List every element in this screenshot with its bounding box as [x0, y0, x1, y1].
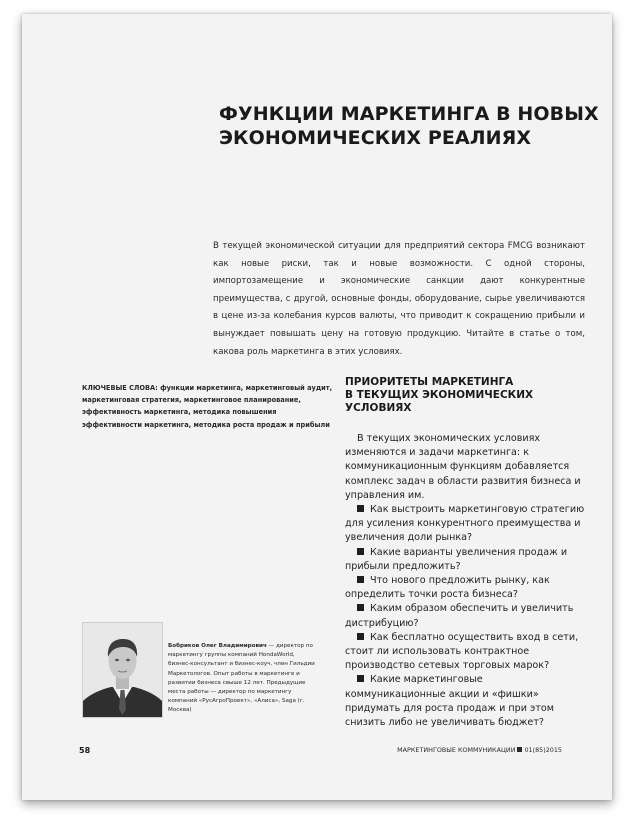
article-title — [219, 102, 599, 150]
square-bullet-icon — [357, 548, 364, 555]
article-lead: В текущей экономической ситуации для предприятий сектора FMCG возникают как новые риски, так и новые возможности. С одной стороны, импортозамещение и экономические санкции дают конкурентные преимущества, с другой, основные фонды, оборудование, сырье увеличиваются в цене из-за колебания курсов валюты, что приводит к сокращению прибыли и вынуждает повышать цену на готовую продукцию. Читайте в статье о том, какова роль маркетинга в этих условиях. — [213, 241, 585, 357]
square-bullet-icon — [357, 633, 364, 640]
question-item — [345, 673, 585, 730]
question-item — [345, 631, 585, 674]
square-bullet-icon — [357, 505, 364, 512]
section-body — [345, 432, 585, 730]
article-title-line-1: ФУНКЦИИ МАРКЕТИНГА В НОВЫХ — [219, 103, 599, 125]
author-bio — [168, 642, 318, 716]
question-item — [345, 546, 585, 574]
journal-issue: 01(85)2015 — [524, 746, 562, 754]
author-name: Бобриков Олег Владимирович — [168, 643, 267, 649]
square-bullet-icon — [357, 576, 364, 583]
section-intro: В текущих экономических условиях изменяются и задачи маркетинга: к коммуникационным функциям добавляется комплекс задач в области развития бизнеса и управления им. — [345, 433, 581, 501]
section-heading-line-2: В ТЕКУЩИХ ЭКОНОМИЧЕСКИХ — [345, 389, 534, 401]
journal-name: МАРКЕТИНГОВЫЕ КОММУНИКАЦИИ — [397, 746, 516, 754]
author-portrait-icon — [83, 623, 162, 717]
question-item — [345, 602, 585, 630]
journal-footer — [397, 746, 562, 754]
question-text: Как выстроить маркетинговую стратегию для усиления конкурентного преимущества и увеличения доли рынка? — [345, 504, 585, 544]
question-item — [345, 503, 585, 546]
square-bullet-icon — [357, 675, 364, 682]
question-text: Что нового предложить рынку, как определить точки роста бизнеса? — [345, 575, 550, 601]
square-bullet-icon — [357, 604, 364, 611]
keywords: КЛЮЧЕВЫЕ СЛОВА: функции маркетинга, маркетинговый аудит, маркетинговая стратегия, маркетинговое планирование, эффективность маркетинга, методика повышения эффективности маркетинга, методика роста продаж и прибыли — [82, 384, 333, 429]
question-text: Какие варианты увеличения продаж и прибыли предложить? — [345, 546, 568, 572]
article-title-line-2: ЭКОНОМИЧЕСКИХ РЕАЛИЯХ — [219, 127, 532, 149]
author-description: — директор по маркетингу группы компаний HondaWorld, бизнес-консультант и бизнес-коуч, член Гильдии Маркетологов. Опыт работы в маркетинге и развитии бизнеса свыше 12 лет. Предыдущие места работы — директор по маркетингу компаний «РусАгроПроект», «Алиса», Saga (г. Москва) — [168, 643, 315, 714]
section-heading — [345, 376, 545, 415]
author-photo — [82, 622, 163, 718]
section-heading-line-1: ПРИОРИТЕТЫ МАРКЕТИНГА — [345, 376, 514, 388]
question-item — [345, 574, 585, 602]
question-text: Как бесплатно осуществить вход в сети, стоит ли использовать контрактное производство сетевых торговых марок? — [345, 631, 579, 672]
square-separator-icon — [517, 747, 522, 752]
question-text: Какие маркетинговые коммуникационные акции и «фишки» придумать для роста продаж и при этом снизить либо не увеличивать бюджет? — [345, 674, 554, 729]
question-text: Каким образом обеспечить и увеличить дистрибуцию? — [345, 603, 574, 629]
section-heading-line-3: УСЛОВИЯХ — [345, 402, 412, 414]
page-number: 58 — [79, 746, 91, 755]
magazine-page — [22, 14, 612, 800]
